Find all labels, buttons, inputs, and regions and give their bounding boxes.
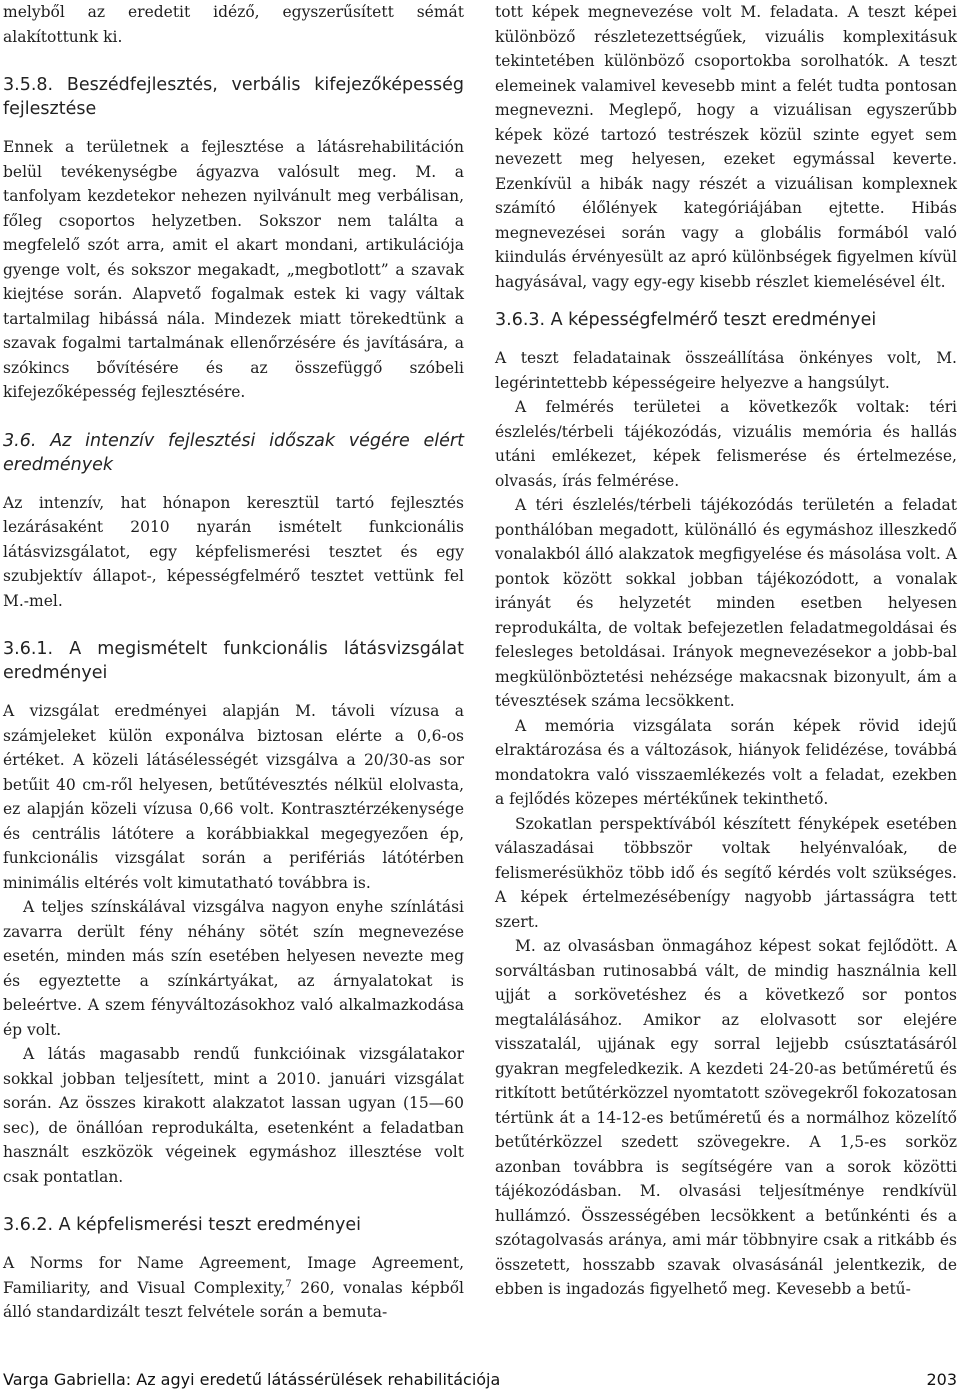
- paragraph-3-6-2: [3, 1251, 464, 1325]
- paragraph-3-6-1-a: A vizsgálat eredményei alapján M. távoli vízusa a számjeleket külön exponálva biztosan elérte a 0,6-os értéket. A közeli látásélességét vizsgálva a 20/30-as sor betűit 40 cm-ről helyesen, betűtévesztés nélkül elolvasta, ez alapján közeli vízusa 0,66 volt. Kontrasztérzékenysége és centrális látótere a korábbiakkal megegyezően ép, funkcionális vizsgálat során a perifériás látótérben minimális eltérés volt kimutatható továbbra is.: [3, 702, 464, 892]
- paragraph-3-6: Az intenzív, hat hónapon keresztül tartó fejlesztés lezárásaként 2010 nyarán ismételt funkcionális látásvizsgálatot, egy képfelismerési tesztet és egy szubjektív állapot-, képességfelmérő tesztet vettünk fel M.-mel.: [3, 493, 464, 610]
- paragraph-3-6-3-b: A felmérés területei a következők voltak: téri észlelés/térbeli tájékozódás, vizuális memória és hallás utáni emlékezet, képek felismerése és értelmezése, olvasás, írás felmérése.: [495, 398, 957, 490]
- paragraph-3-6-3-c: A téri észlelés/térbeli tájékozódás területén a feladat ponthálóban megadott, különálló és egymáshoz illeszkedő vonalakból álló alakzatok megfigyelése és másolása volt. A pontok között sokkal jobban tájékozódott, a vonalak irányát és helyzetét minden esetben helyesen reprodukálta, de voltak befejezetlen feladatmegoldásai és felesleges betoldásai. Irányok megnevezésekor a jobb-bal megkülönböztetési nehézsége makacsnak bizonyult, ám a tévesztések száma lecsökkent.: [495, 496, 957, 710]
- section-heading-3-6-3: 3.6.3. A képességfelmérő teszt eredményei: [495, 310, 877, 330]
- right-column: [495, 0, 957, 1302]
- running-title: Varga Gabriella: Az agyi eredetű látássérülések rehabilitációja: [3, 1370, 501, 1389]
- paragraph-3-6-1-b: A teljes színskálával vizsgálva nagyon enyhe színlátási zavarra derült fény néhány sötét szín megnevezése esetén, minden más szín esetében helyesen nevezte meg és egyeztette a színkártyákat, az árnyalatokat is beleértve. A szem fényváltozásokhoz való alkalmazkodása ép volt.: [3, 898, 464, 1039]
- section-heading-3-5-8: 3.5.8. Beszédfejlesztés, verbális kifejezőképesség fejlesztése: [3, 75, 464, 119]
- section-heading-3-6: 3.6. Az intenzív fejlesztési időszak végére elért eredmények: [3, 430, 464, 475]
- paragraph-3-6-1-c: A látás magasabb rendű funkcióinak vizsgálatakor sokkal jobban teljesített, mint a 2010. januári vizsgálat során. Az összes kirakott alakzatot lassan ugyan (15—60 sec), de önállóan reprodukálta, esetenként a feladatban használt eszközök végeinek egymáshoz illesztése volt csak pontatlan.: [3, 1045, 464, 1186]
- paragraph-3-6-3-f: M. az olvasásban önmagához képest sokat fejlődött. A sorváltásban rutinosabbá vált, de mindig használnia kell ujját a sorkövetéshez és a következő sor pontos megtalálásához. Amikor az elolvasott sor elejére visszatalál, ujjának egy sorral lejjebb csúsztatásáról gyakran megfeledkezik. A kezdeti 24-20-as betűméretű és ritkított betűtérközzel nyomtatott szövegekről fokozatosan tértünk át a 14-12-es betűméretű és a normálhoz közelítő betűtérközzel szedett szövegekre. A 1,5-es sorköz azonban továbbra is segítségére van a sorok közötti tájékozódásban. M. olvasási teljesítménye rendkívül hullámzó. Összességében lecsökkent a betűnkénti és a szótagolvasás aránya, ami már többnyire csak a ritkább és összetett, hosszabb szavak olvasásánál jelentkezik, de ebben is ingadozás figyelhető meg. Kevesebb a betű-: [495, 937, 957, 1298]
- paragraph-3-6-2-start: A Norms for Name Agreement, Image Agreement, Familiarity, and Visual Complexity,: [3, 1254, 464, 1297]
- paragraph-3-6-2-continued: tott képek megnevezése volt M. feladata. A teszt képei különböző részletezettségűek, vizuális komplexitásuk tekintetében különböző csoportokba sorolhatók. A teszt elemeinek valamivel kevesebb mint a felét tudta pontosan megnevezni. Meglepő, hogy a vizuálisan egyszerűbb képek közé tartozó testrészek közül szinte egyet sem nevezett meg helyesen, ezeket egymással keverte. Ezenkívül a hibák nagy részét a vizuálisan komplexnek számító élőlények kategóriájában ejtette. Hibás megnevezései során vagy a globális formából való kiindulás érvényesült az apró különbségek figyelmen kívül hagyásával, vagy egy-egy kisebb részlet kiemelésével élt.: [495, 3, 957, 291]
- page-footer: [3, 1370, 957, 1389]
- paragraph-3-6-3-d: A memória vizsgálata során képek rövid idejű elraktározása és a változások, hiányok felidézése, továbbá mondatokra való visszaemlékezés volt a feladat, ezekben a fejlődés közepes mértékűnek tekinthető.: [495, 716, 957, 808]
- paragraph-3-6-3-e: Szokatlan perspektívából készített fényképek esetében válaszadásai többször voltak helyénvalóak, de felismerésükhöz több idő és segítő kérdés volt szükséges. A képek értelmezésébenígy nagyobb jártasságra tett szert.: [495, 814, 957, 931]
- footnote-reference: 7: [285, 1278, 292, 1290]
- paragraph-3-6-3-a: A teszt feladatainak összeállítása önkényes volt, M. legérintettebb képességeire helyezve a hangsúlyt.: [495, 349, 957, 392]
- left-column: [3, 0, 464, 1325]
- paragraph-3-6-2-end: 260, vonalas képből álló standardizált teszt felvétele során a bemuta-: [3, 1278, 464, 1321]
- paragraph-intro: melyből az eredetit idéző, egyszerűsített sémát alakítottunk ki.: [3, 3, 464, 46]
- section-heading-3-6-2: 3.6.2. A képfelismerési teszt eredményei: [3, 1215, 361, 1235]
- section-heading-3-6-1: 3.6.1. A megismételt funkcionális látásvizsgálat eredményei: [3, 639, 464, 683]
- page-number: 203: [926, 1370, 957, 1389]
- paragraph-3-5-8: Ennek a területnek a fejlesztése a látásrehabilitáción belül tevékenységbe ágyazva valósult meg. M. a tanfolyam kezdetekor nehezen nyilvánult meg verbálisan, főleg csoportos helyzetben. Sokszor nem találta a megfelelő szót arra, amit el akart mondani, artikulációja gyenge volt, és sokszor megakadt, „megbotlott” a szavak kiejtése során. Alapvető fogalmak estek ki vagy váltak tartalmilag hibássá nála. Mindezek miatt törekedtünk a szavak fogalmi tartalmának ellenőrzésére és javítására, a szókincs bővítésére és az összefüggő szóbeli kifejezőképesség fejlesztésére.: [3, 138, 464, 401]
